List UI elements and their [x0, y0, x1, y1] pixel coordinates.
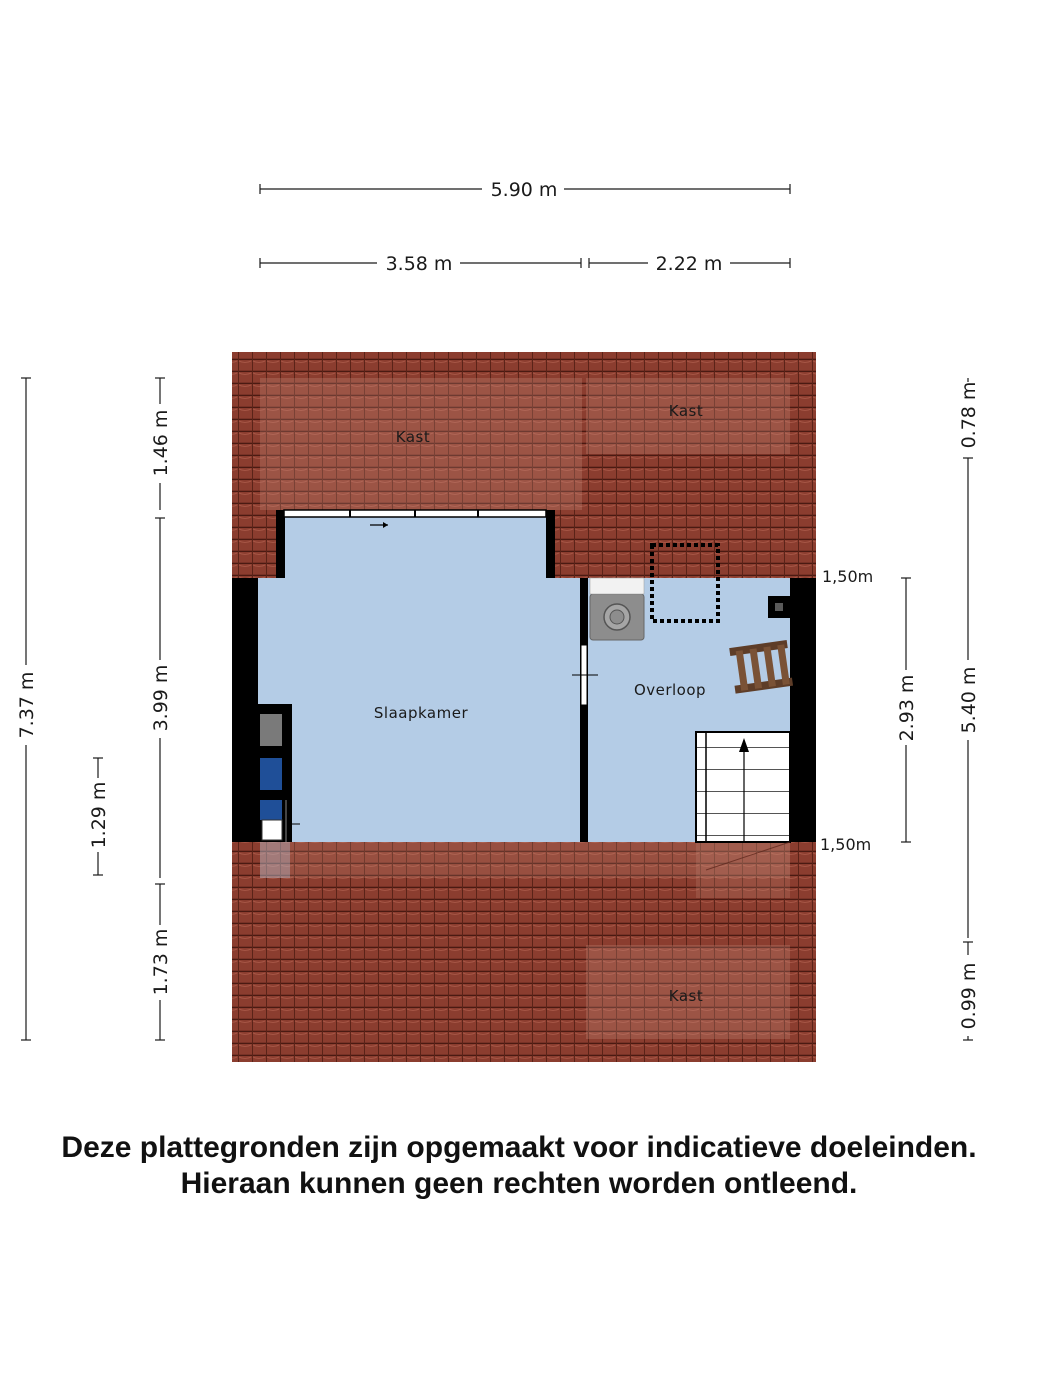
dim-left-top: 1.46 m	[150, 409, 172, 477]
dim-left-middle: 3.99 m	[150, 664, 172, 732]
dim-left-small: 1.29 m	[88, 781, 110, 849]
room-label-kast-bottom-right: Kast	[668, 987, 704, 1005]
dim-right-top: 0.78 m	[958, 381, 980, 449]
dim-top-total: 5.90 m	[490, 179, 558, 201]
wall-left	[232, 578, 258, 842]
disclaimer	[0, 1130, 1038, 1202]
dim-top-right: 2.22 m	[655, 253, 723, 275]
disclaimer-line-1: Deze plattegronden zijn opgemaakt voor indicatieve doeleinden.	[61, 1131, 977, 1164]
disclaimer-line-2: Hieraan kunnen geen rechten worden ontleend.	[180, 1167, 858, 1200]
cabinet-blue-2	[260, 800, 282, 820]
dim-right-inner: 2.93 m	[896, 674, 918, 742]
wall-right	[790, 578, 816, 842]
room-label-overloop: Overloop	[633, 681, 707, 699]
dormer-floor	[284, 516, 548, 580]
boiler-icon	[262, 820, 282, 840]
dim-right-middle: 5.40 m	[958, 666, 980, 734]
cabinet-grey	[260, 714, 282, 746]
roof-overlay-stairs	[696, 842, 790, 898]
interior-wall	[580, 578, 588, 842]
shelf-top	[590, 578, 644, 594]
dim-left-bottom: 1.73 m	[150, 928, 172, 996]
height-marker-lower: 1,50m	[820, 835, 872, 854]
dim-left-outer-total: 7.37 m	[16, 671, 38, 739]
room-label-kast-top-right: Kast	[668, 402, 704, 420]
room-label-slaapkamer: Slaapkamer	[373, 704, 469, 722]
dim-right-bottom: 0.99 m	[958, 962, 980, 1030]
room-label-kast-top-left: Kast	[395, 428, 431, 446]
dim-top-left: 3.58 m	[385, 253, 453, 275]
dormer-wall-left	[276, 510, 285, 578]
height-marker-upper: 1,50m	[822, 567, 874, 586]
dormer-wall-right	[546, 510, 555, 578]
cabinet-blue	[260, 758, 282, 790]
